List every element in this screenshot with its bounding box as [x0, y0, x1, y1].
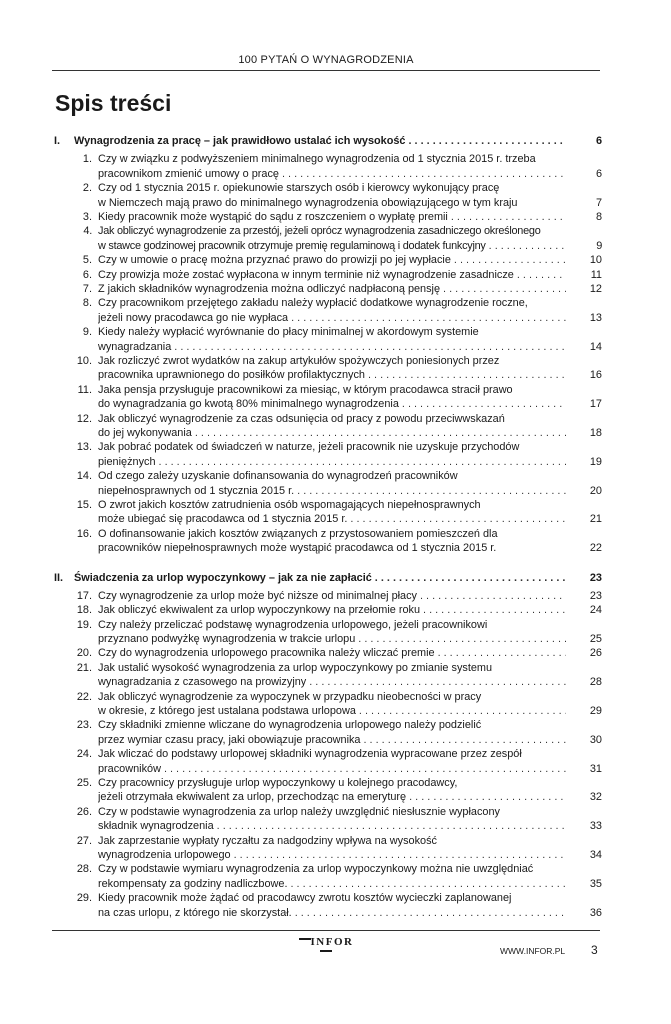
dot-leader — [294, 484, 566, 498]
toc-line — [98, 282, 566, 296]
item-page: 13 — [589, 311, 602, 324]
item-question — [98, 440, 566, 469]
toc-entry-text: Kiedy pracownik może żądać od pracodawcy zwrotu kosztów wycieczki zaplanowanej — [98, 892, 512, 905]
page-number: 3 — [591, 943, 598, 957]
toc-item[interactable] — [54, 440, 602, 469]
toc-entry-text: pracowników — [98, 762, 161, 775]
item-page: 28 — [589, 676, 602, 689]
logo-wing-left — [299, 938, 311, 946]
item-page: 12 — [589, 282, 602, 295]
toc-entry-text: Czy od 1 stycznia 2015 r. opiekunowie starszych osób i kierowcy wykonujący pracę — [98, 182, 500, 195]
website-url: WWW.INFOR.PL — [500, 946, 566, 956]
toc-item[interactable] — [54, 618, 602, 647]
header-rule — [52, 70, 600, 71]
toc-entry-text: może ubiegać się pracodawca od 1 stycznia 2015 r. — [98, 513, 348, 526]
toc-item[interactable] — [54, 412, 602, 441]
item-question — [98, 469, 566, 498]
dot-leader — [440, 282, 566, 296]
toc-line — [98, 455, 566, 469]
toc-line — [98, 877, 566, 891]
toc-entry-text: do wynagradzania go kwotą 80% minimalnego wynagrodzenia — [98, 398, 399, 411]
toc-item[interactable] — [54, 253, 602, 267]
toc-line — [98, 675, 566, 689]
toc-item[interactable] — [54, 589, 602, 603]
toc-item[interactable] — [54, 469, 602, 498]
toc-item[interactable] — [54, 282, 602, 296]
dot-leader — [399, 397, 566, 411]
item-question — [98, 268, 566, 282]
item-number: 16. — [76, 527, 92, 540]
toc-line — [98, 340, 566, 354]
dot-leader — [448, 210, 566, 224]
table-of-contents — [54, 134, 602, 920]
toc-item[interactable] — [54, 152, 602, 181]
toc-entry-text: O dofinansowanie jakich kosztów związanych z przystosowaniem pomieszczeń dla — [98, 527, 498, 540]
item-page: 21 — [589, 513, 602, 526]
item-number: 4. — [83, 225, 92, 238]
item-number: 8. — [82, 297, 92, 310]
item-question — [98, 603, 566, 617]
item-question — [98, 325, 566, 354]
item-page: 31 — [589, 762, 602, 775]
item-number: 10. — [76, 354, 92, 367]
toc-entry-text: Jaka pensja przysługuje pracownikowi za miesiąc, w którym pracodawca stracił prawo — [98, 383, 513, 396]
item-number: 14. — [76, 470, 92, 483]
toc-entry-text: Z jakich składników wynagrodzenia można odliczyć nadpłaconą pensję — [98, 282, 441, 295]
item-page: 16 — [589, 369, 602, 382]
item-number: 20. — [76, 647, 92, 660]
logo-wing-right — [320, 950, 332, 958]
logo-text: INFOR — [310, 936, 354, 948]
toc-entry-text: Jak obliczyć wynagrodzenie za wypoczynek w przypadku nieobecności w pracy — [98, 690, 482, 703]
toc-entry-text: Czy pracownicy przysługuje urlop wypoczynkowy u kolejnego pracodawcy, — [98, 777, 458, 790]
item-page: 35 — [589, 877, 602, 890]
toc-item[interactable] — [54, 354, 602, 383]
toc-entry-text: składnik wynagrodzenia — [98, 820, 214, 833]
item-number: 12. — [76, 412, 92, 425]
toc-entry-text: w Niemczech mają prawo do minimalnego wynagrodzenia obowiązującego w tym kraju — [98, 196, 518, 209]
item-number: 15. — [76, 498, 92, 511]
toc-entry-text: Czy w związku z podwyższeniem minimalnego wynagrodzenia od 1 stycznia 2015 r. trzeba — [98, 153, 536, 166]
toc-line — [98, 210, 566, 224]
item-question — [98, 498, 566, 527]
toc-entry-text: Od czego zależy uzyskanie dofinansowania do wynagrodzeń pracowników — [98, 470, 458, 483]
item-question — [98, 834, 566, 863]
toc-entry-text: Jak pobrać podatek od świadczeń w naturze, jeżeli pracownik nie uzyskuje przychodów — [98, 441, 520, 454]
toc-entry-text: rekompensaty za godziny nadliczbowe. — [98, 877, 288, 890]
toc-entry-text: Czy do wynagrodzenia urlopowego pracownika należy wliczać premie — [98, 647, 435, 660]
item-number: 21. — [76, 661, 92, 674]
item-number: 2. — [82, 182, 92, 195]
item-question — [98, 181, 566, 210]
toc-entry-text: przyznano podwyżkę wynagrodzenia w trakcie urlopu — [98, 633, 356, 646]
item-question — [98, 527, 566, 556]
toc-item[interactable] — [54, 834, 602, 863]
item-question — [98, 805, 566, 834]
toc-entry-text: wynagradzania — [98, 340, 172, 353]
item-question — [98, 152, 566, 181]
item-page: 33 — [589, 820, 602, 833]
item-page: 10 — [589, 254, 602, 267]
toc-line — [74, 134, 566, 148]
toc-item[interactable] — [54, 296, 602, 325]
item-number: 7. — [82, 282, 92, 295]
toc-item[interactable] — [54, 268, 602, 282]
dot-leader — [161, 762, 566, 776]
item-number: 9. — [82, 326, 92, 339]
toc-entry-text: Jak wliczać do podstawy urlopowej składniki wynagrodzenia wypracowane przez zespół — [98, 748, 522, 761]
toc-entry-text: Czy w umowie o pracę można przyznać prawo do prowizji po jej wypłacie — [98, 254, 451, 267]
toc-line — [98, 819, 566, 833]
toc-item[interactable] — [54, 690, 602, 719]
toc-entry-text: jeżeli otrzymała ekwiwalent za urlop, przechodząc na emeryturę — [98, 791, 407, 804]
item-question — [98, 253, 566, 267]
dot-leader — [514, 268, 566, 282]
dot-leader — [292, 906, 566, 920]
toc-line — [98, 167, 566, 181]
item-page: 14 — [589, 340, 602, 353]
toc-line — [98, 589, 566, 603]
dot-leader — [306, 675, 566, 689]
item-question — [98, 383, 566, 412]
toc-line — [98, 704, 566, 718]
toc-item[interactable] — [54, 181, 602, 210]
toc-item[interactable] — [54, 527, 602, 556]
section-page: 23 — [589, 571, 602, 584]
dot-leader — [156, 455, 566, 469]
item-question — [98, 589, 566, 603]
toc-line — [98, 426, 566, 440]
item-page: 9 — [596, 239, 602, 252]
dot-leader — [171, 340, 566, 354]
item-question — [98, 661, 566, 690]
section-number: II. — [54, 571, 64, 584]
toc-line — [98, 397, 566, 411]
toc-entry-text: Jak obliczyć wynagrodzenie za czas odsunięcia od pracy z powodu przeciwwskazań — [98, 412, 505, 425]
section-spacer — [54, 556, 602, 571]
toc-item[interactable] — [54, 661, 602, 690]
toc-item[interactable] — [54, 325, 602, 354]
item-page: 23 — [589, 589, 602, 602]
toc-entry-text: jeżeli nowy pracodawca go nie wypłaca — [98, 311, 289, 324]
toc-entry-text: Jak rozliczyć zwrot wydatków na zakup artykułów spożywczych poniesionych przez — [98, 354, 500, 367]
item-number: 19. — [76, 618, 92, 631]
item-page: 22 — [589, 542, 602, 555]
item-page: 26 — [589, 647, 602, 660]
toc-item[interactable] — [54, 891, 602, 920]
item-number: 29. — [76, 892, 92, 905]
dot-leader — [435, 646, 566, 660]
item-number: 22. — [76, 690, 92, 703]
dot-leader — [486, 239, 566, 253]
dot-leader — [365, 368, 566, 382]
dot-leader — [417, 589, 566, 603]
toc-entry-text: O zwrot jakich kosztów zatrudnienia osób wspomagających niepełnosprawnych — [98, 498, 481, 511]
item-number: 11. — [77, 383, 92, 396]
toc-entry-text: pieniężnych — [98, 455, 156, 468]
item-question — [98, 862, 566, 891]
item-page: 20 — [589, 484, 602, 497]
infor-logo — [296, 936, 356, 952]
toc-line — [98, 368, 566, 382]
toc-item[interactable] — [54, 776, 602, 805]
item-number: 3. — [82, 210, 92, 223]
toc-item[interactable] — [54, 862, 602, 891]
toc-line — [98, 268, 566, 282]
item-question — [98, 354, 566, 383]
toc-entry-text: Czy składniki zmienne wliczane do wynagrodzenia urlopowego należy podzielić — [98, 719, 482, 732]
toc-entry-text: Wynagrodzenia za pracę – jak prawidłowo ustalać ich wysokość — [74, 135, 406, 147]
toc-line — [98, 848, 566, 862]
item-page: 11 — [590, 268, 602, 281]
toc-entry-text: pracownika uprawnionego do posiłków profilaktycznych — [98, 369, 365, 382]
toc-entry-text: Czy w podstawie wynagrodzenia za urlop należy uwzględnić niesłusznie wypłacony — [98, 805, 500, 818]
item-number: 25. — [76, 777, 92, 790]
item-question — [98, 690, 566, 719]
toc-entry-text: przez wymiar czasu pracy, jaki obowiązuje pracownika — [98, 733, 361, 746]
section-number: I. — [54, 135, 61, 147]
section-page: 6 — [595, 135, 602, 147]
item-number: 26. — [76, 805, 92, 818]
dot-leader — [214, 819, 566, 833]
item-number: 5. — [82, 254, 92, 267]
item-question — [98, 412, 566, 441]
item-page: 19 — [589, 455, 602, 468]
toc-entry-text: do jej wykonywania — [98, 426, 192, 439]
item-page: 17 — [589, 398, 602, 411]
toc-entry-text: Kiedy pracownik może wystąpić do sądu z roszczeniem o wypłatę premii — [98, 210, 448, 223]
dot-leader — [279, 167, 566, 181]
toc-entry-text: pracowników niepełnosprawnych może wystąpić pracodawca od 1 stycznia 2015 r. — [98, 542, 497, 555]
toc-line — [98, 790, 566, 804]
toc-entry-text: Świadczenia za urlop wypoczynkowy – jak za nie zapłacić — [74, 571, 372, 584]
item-number: 28. — [76, 863, 92, 876]
toc-line — [98, 311, 566, 325]
dot-leader — [231, 848, 566, 862]
toc-section[interactable] — [54, 134, 602, 148]
page-title: Spis treści — [55, 90, 172, 116]
toc-line — [98, 733, 566, 747]
toc-item[interactable] — [54, 718, 602, 747]
toc-item[interactable] — [54, 498, 602, 527]
section-title-block — [74, 571, 566, 585]
toc-item[interactable] — [54, 805, 602, 834]
dot-leader — [405, 134, 566, 148]
toc-line — [98, 512, 566, 526]
toc-entry-text: Jak zaprzestanie wypłaty ryczałtu za nadgodziny wpływa na wysokość — [98, 834, 437, 847]
item-question — [98, 210, 566, 224]
item-number: 18. — [76, 604, 92, 617]
toc-entry-text: Czy pracownikom przejętego zakładu należy wypłacić dodatkowe wynagrodzenie roczne, — [98, 297, 528, 310]
toc-line — [98, 239, 566, 253]
toc-line — [98, 906, 566, 920]
item-page: 24 — [589, 604, 602, 617]
dot-leader — [347, 512, 566, 526]
item-page: 25 — [589, 633, 602, 646]
toc-line — [98, 632, 566, 646]
toc-item[interactable] — [54, 383, 602, 412]
toc-line — [74, 571, 566, 585]
toc-entry-text: w stawce godzinowej pracownik otrzymuje premię regulaminową i dodatek funkcyjny — [98, 239, 486, 252]
toc-line — [98, 253, 566, 267]
dot-leader — [192, 426, 566, 440]
toc-entry-text: Jak obliczyć ekwiwalent za urlop wypoczynkowy na przełomie roku — [98, 604, 421, 617]
item-question — [98, 747, 566, 776]
item-number: 13. — [76, 441, 92, 454]
toc-entry-text: Czy w podstawie wymiaru wynagrodzenia za urlop wypoczynkowy można nie uwzględniać — [98, 863, 534, 876]
toc-entry-text: Jak ustalić wysokość wynagrodzenia za urlop wypoczynkowy po zmianie systemu — [98, 661, 493, 674]
toc-entry-text: w okresie, z którego jest ustalana podstawa urlopowa — [98, 705, 356, 718]
item-page: 29 — [589, 705, 602, 718]
toc-entry-text: Czy wynagrodzenie za urlop może być niższe od minimalnej płacy — [98, 589, 417, 602]
toc-line — [98, 646, 566, 660]
item-question — [98, 618, 566, 647]
dot-leader — [355, 632, 566, 646]
item-page: 36 — [589, 906, 602, 919]
toc-line — [98, 762, 566, 776]
dot-leader — [420, 603, 566, 617]
item-page: 6 — [595, 167, 602, 180]
item-page: 8 — [595, 210, 602, 223]
toc-entry-text: Jak obliczyć wynagrodzenie za przestój, jeżeli oprócz wynagrodzenia zasadniczego określonego — [98, 225, 541, 238]
toc-item[interactable] — [54, 224, 602, 253]
item-number: 17. — [76, 589, 92, 602]
item-number: 27. — [76, 834, 92, 847]
toc-entry-text: na czas urlopu, z którego nie skorzystał. — [98, 906, 292, 919]
section-title-block — [74, 134, 566, 148]
toc-entry-text: wynagrodzenia urlopowego — [98, 849, 231, 862]
item-number: 23. — [76, 719, 92, 732]
item-number: 1. — [82, 153, 92, 166]
toc-entry-text: wynagradzania z czasowego na prowizyjny — [98, 676, 307, 689]
footer-rule — [52, 930, 600, 931]
dot-leader — [406, 790, 566, 804]
item-page: 32 — [589, 791, 602, 804]
toc-entry-text: niepełnosprawnych od 1 stycznia 2015 r. — [98, 484, 295, 497]
item-question — [98, 776, 566, 805]
toc-item[interactable] — [54, 603, 602, 617]
item-number: 6. — [82, 268, 92, 281]
item-page: 18 — [589, 426, 602, 439]
dot-leader — [361, 733, 567, 747]
item-page: 7 — [595, 196, 602, 209]
dot-leader — [356, 704, 566, 718]
item-question — [98, 282, 566, 296]
toc-entry-text: Kiedy należy wypłacić wyrównanie do płacy minimalnej w akordowym systemie — [98, 326, 479, 339]
item-page: 30 — [589, 733, 602, 746]
running-head: 100 PYTAŃ O WYNAGRODZENIA — [238, 54, 414, 66]
item-page: 34 — [589, 849, 602, 862]
dot-leader — [287, 877, 566, 891]
toc-item[interactable] — [54, 747, 602, 776]
toc-item[interactable] — [54, 210, 602, 224]
item-question — [98, 646, 566, 660]
item-question — [98, 296, 566, 325]
toc-section[interactable] — [54, 571, 602, 585]
item-number: 24. — [76, 748, 92, 761]
toc-item[interactable] — [54, 646, 602, 660]
dot-leader — [451, 253, 566, 267]
toc-entry-text: Czy należy przeliczać podstawę wynagrodzenia urlopowego, jeżeli pracownikowi — [98, 618, 488, 631]
item-question — [98, 224, 566, 253]
toc-entry-text: pracownikom zmienić umowy o pracę — [98, 167, 279, 180]
dot-leader — [288, 311, 566, 325]
toc-line — [98, 603, 566, 617]
dot-leader — [372, 571, 566, 585]
toc-line — [98, 484, 566, 498]
item-question — [98, 718, 566, 747]
item-question — [98, 891, 566, 920]
toc-entry-text: Czy prowizja może zostać wypłacona w innym terminie niż wynagrodzenie zasadnicze — [98, 268, 514, 281]
